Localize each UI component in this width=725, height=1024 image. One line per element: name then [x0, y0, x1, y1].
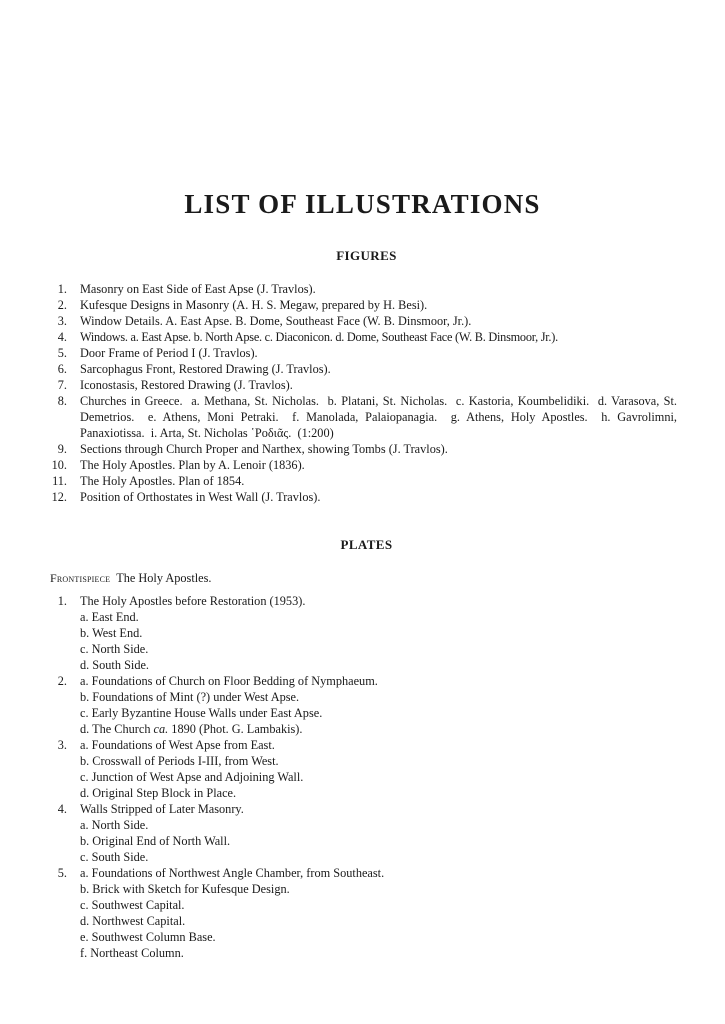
plate-entry-5 — [0, 865, 725, 961]
plate-subcaption: d. Northwest Capital. — [80, 914, 186, 928]
figure-entry-12 — [0, 489, 725, 505]
plate-subcaption: a. North Side. — [80, 818, 149, 832]
plate-caption: The Holy Apostles before Restoration (1953). — [80, 594, 306, 608]
plate-subcaption: b. Original End of North Wall. — [80, 834, 231, 848]
figure-caption: Kufesque Designs in Masonry (A. H. S. Megaw, prepared by H. Besi). — [80, 298, 428, 312]
plate-subcaption: b. Brick with Sketch for Kufesque Design. — [80, 882, 290, 896]
plate-caption: Walls Stripped of Later Masonry. — [80, 802, 244, 816]
plate-number: 2. — [57, 674, 67, 688]
plate-subcaption: e. Southwest Column Base. — [80, 930, 216, 944]
figure-entry-11 — [0, 473, 725, 489]
frontispiece-caption: The Holy Apostles. — [116, 571, 212, 585]
plate-subcaption: c. North Side. — [80, 642, 149, 656]
plate-subcaption: d. South Side. — [80, 658, 150, 672]
plate-caption: a. Foundations of Church on Floor Bedding of Nymphaeum. — [80, 674, 378, 688]
plate-number: 5. — [57, 866, 67, 880]
figure-number: 1. — [57, 282, 67, 296]
figure-caption: Sections through Church Proper and Narthex, showing Tombs (J. Travlos). — [80, 442, 448, 456]
figure-number: 10. — [51, 458, 67, 472]
figure-entry-8 — [0, 393, 725, 441]
page-title: LIST OF ILLUSTRATIONS — [184, 189, 541, 219]
figure-entry-1 — [0, 281, 725, 297]
plates-list — [0, 593, 725, 961]
figure-number: 5. — [57, 346, 67, 360]
figure-caption: The Holy Apostles. Plan of 1854. — [80, 474, 245, 488]
plate-number: 1. — [57, 594, 67, 608]
figure-caption: Sarcophagus Front, Restored Drawing (J. Travlos). — [80, 362, 331, 376]
figure-caption: Position of Orthostates in West Wall (J. Travlos). — [80, 490, 321, 504]
plate-entry-1 — [0, 593, 725, 673]
figures-heading: FIGURES — [336, 248, 397, 263]
plate-subcaption: b. West End. — [80, 626, 143, 640]
figure-entry-5 — [0, 345, 725, 361]
plate-subcaption: c. Early Byzantine House Walls under East Apse. — [80, 706, 323, 720]
plate-subcaption: f. Northeast Column. — [80, 946, 184, 960]
figure-number: 9. — [57, 442, 67, 456]
plate-subcaption: c. Southwest Capital. — [80, 898, 185, 912]
plate-subcaption: c. South Side. — [80, 850, 149, 864]
figure-entry-3 — [0, 313, 725, 329]
figure-entry-7 — [0, 377, 725, 393]
plate-entry-2 — [0, 673, 725, 737]
figure-number: 7. — [57, 378, 67, 392]
plate-number: 4. — [57, 802, 67, 816]
figure-caption: Windows. a. East Apse. b. North Apse. c. Diaconicon. d. Dome, Southeast Face (W. B. Dinsmoor, Jr.). — [80, 330, 558, 344]
frontispiece-label: Frontispiece — [50, 571, 111, 585]
plate-subcaption-post: 1890 (Phot. G. Lambakis). — [168, 722, 303, 736]
figure-entry-2 — [0, 297, 725, 313]
figure-caption: Iconostasis, Restored Drawing (J. Travlos). — [80, 378, 293, 392]
plate-subcaption — [80, 721, 675, 737]
plate-subcaption: a. East End. — [80, 610, 139, 624]
plate-caption: a. Foundations of Northwest Angle Chamber, from Southeast. — [80, 866, 385, 880]
plate-entry-4 — [0, 801, 725, 865]
plate-entry-3 — [0, 737, 725, 801]
plate-subcaption: b. Foundations of Mint (?) under West Apse. — [80, 690, 300, 704]
figure-caption: Masonry on East Side of East Apse (J. Travlos). — [80, 282, 316, 296]
figure-entry-6 — [0, 361, 725, 377]
figure-number: 12. — [51, 490, 67, 504]
figures-list — [0, 281, 725, 505]
figure-number: 3. — [57, 314, 67, 328]
figure-caption: Churches in Greece. a. Methana, St. Nicholas. b. Platani, St. Nicholas. c. Kastoria, Koumbelidiki. d. Varasova, St. Demetrios. e. Athens, Moni Petraki. f. Manolada, Palaiopanagia. g. Athens, Holy Apostles. h. Gavrolimni, Panaxiotissa. i. Arta, St. Nicholas ῾Ροδιᾶς. (1:200) — [80, 394, 681, 440]
figure-entry-10 — [0, 457, 725, 473]
plate-caption: a. Foundations of West Apse from East. — [80, 738, 275, 752]
figure-caption: Door Frame of Period I (J. Travlos). — [80, 346, 258, 360]
plate-subcaption: c. Junction of West Apse and Adjoining Wall. — [80, 770, 304, 784]
figure-entry-9 — [0, 441, 725, 457]
figure-number: 11. — [52, 474, 67, 488]
frontispiece-entry — [50, 570, 211, 586]
plate-subcaption: b. Crosswall of Periods I-III, from West. — [80, 754, 279, 768]
figure-caption: The Holy Apostles. Plan by A. Lenoir (1836). — [80, 458, 305, 472]
figure-number: 6. — [57, 362, 67, 376]
plate-subcaption-pre: d. The Church — [80, 722, 154, 736]
figure-number: 2. — [57, 298, 67, 312]
plates-heading: PLATES — [340, 537, 393, 552]
figure-caption: Window Details. A. East Apse. B. Dome, Southeast Face (W. B. Dinsmoor, Jr.). — [80, 314, 472, 328]
plate-number: 3. — [57, 738, 67, 752]
figure-number: 4. — [57, 330, 67, 344]
plate-subcaption-italic: ca. — [153, 722, 169, 736]
figure-number: 8. — [57, 394, 67, 408]
plate-subcaption: d. Original Step Block in Place. — [80, 786, 237, 800]
figure-entry-4 — [0, 329, 725, 345]
